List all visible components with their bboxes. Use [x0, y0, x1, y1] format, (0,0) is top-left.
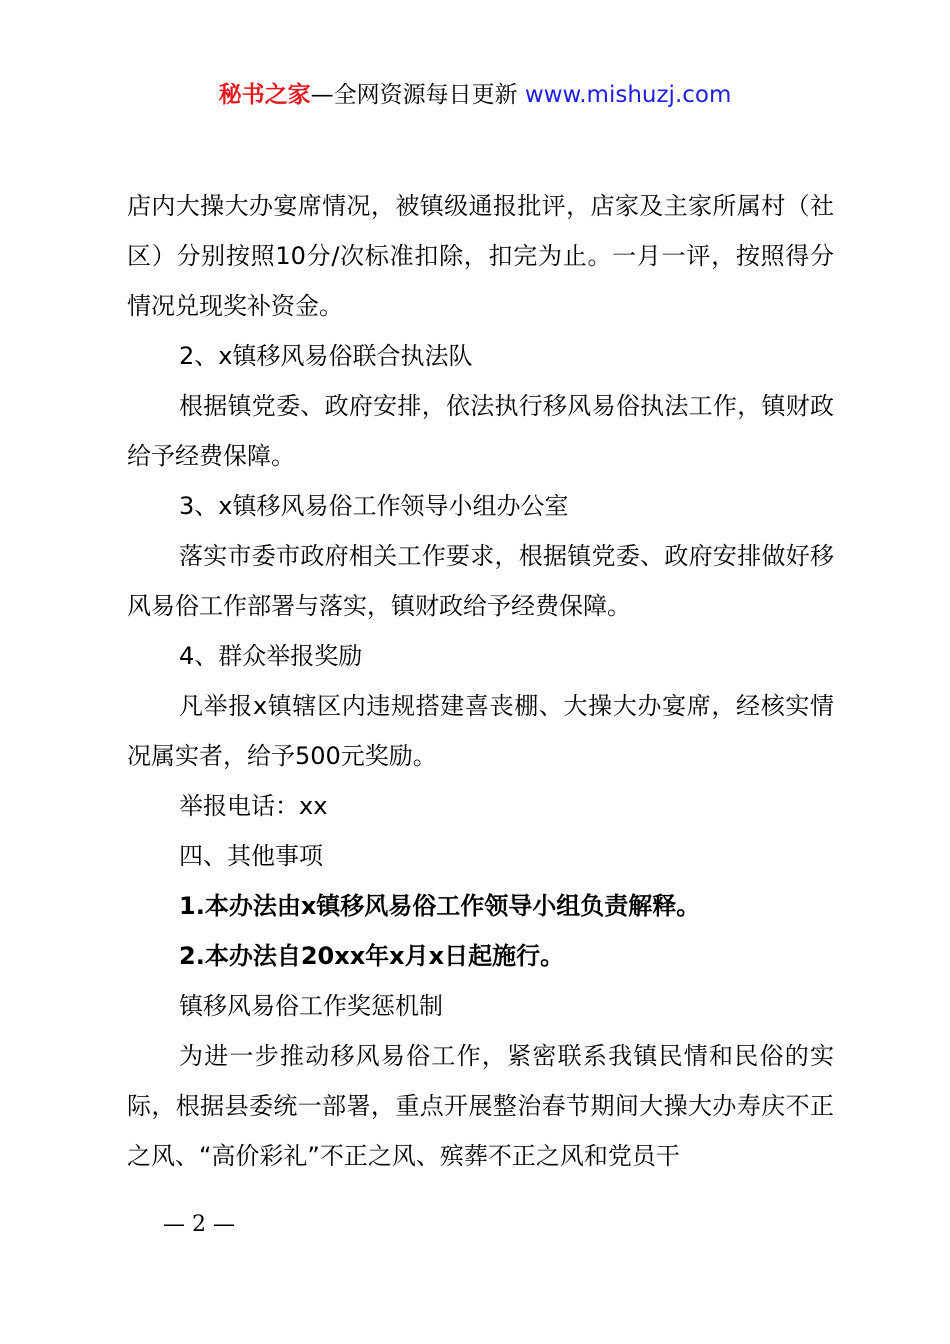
site-url-link[interactable]: www.mishuzj.com	[524, 82, 732, 108]
site-header	[0, 78, 950, 112]
paragraph: 根据镇党委、政府安排，依法执行移风易俗执法工作，镇财政给予经费保障。	[127, 392, 834, 470]
paragraph: 镇移风易俗工作奖惩机制	[179, 992, 443, 1020]
header-slogan: —全网资源每日更新	[310, 82, 518, 108]
paragraph: 四、其他事项	[179, 842, 323, 870]
paragraph: 4、群众举报奖励	[179, 642, 363, 670]
paragraph: 为进一步推动移风易俗工作，紧密联系我镇民情和民俗的实际，根据县委统一部署，重点开展整治春节期间大操大办寿庆不正之风、“高价彩礼”不正之风、殡葬不正之风和党员干	[127, 1042, 834, 1170]
brand-name: 秘书之家	[218, 82, 311, 108]
paragraph: 举报电话：xx	[179, 792, 328, 820]
paragraph: 店内大操大办宴席情况，被镇级通报批评，店家及主家所属村（社区）分别按照10分/次标准扣除，扣完为止。一月一评，按照得分情况兑现奖补资金。	[127, 192, 834, 320]
paragraph: 2.本办法自20xx年x月x日起施行。	[179, 942, 565, 970]
paragraph: 3、x镇移风易俗工作领导小组办公室	[179, 492, 569, 520]
paragraph: 落实市委市政府相关工作要求，根据镇党委、政府安排做好移风易俗工作部署与落实，镇财政给予经费保障。	[127, 542, 834, 620]
page-number: — 2 —	[163, 1212, 235, 1237]
paragraph: 1.本办法由x镇移风易俗工作领导小组负责解释。	[179, 892, 701, 920]
document-body	[127, 181, 834, 1181]
paragraph: 2、x镇移风易俗联合执法队	[179, 342, 473, 370]
paragraph: 凡举报x镇辖区内违规搭建喜丧棚、大操大办宴席，经核实情况属实者，给予500元奖励。	[127, 692, 834, 770]
